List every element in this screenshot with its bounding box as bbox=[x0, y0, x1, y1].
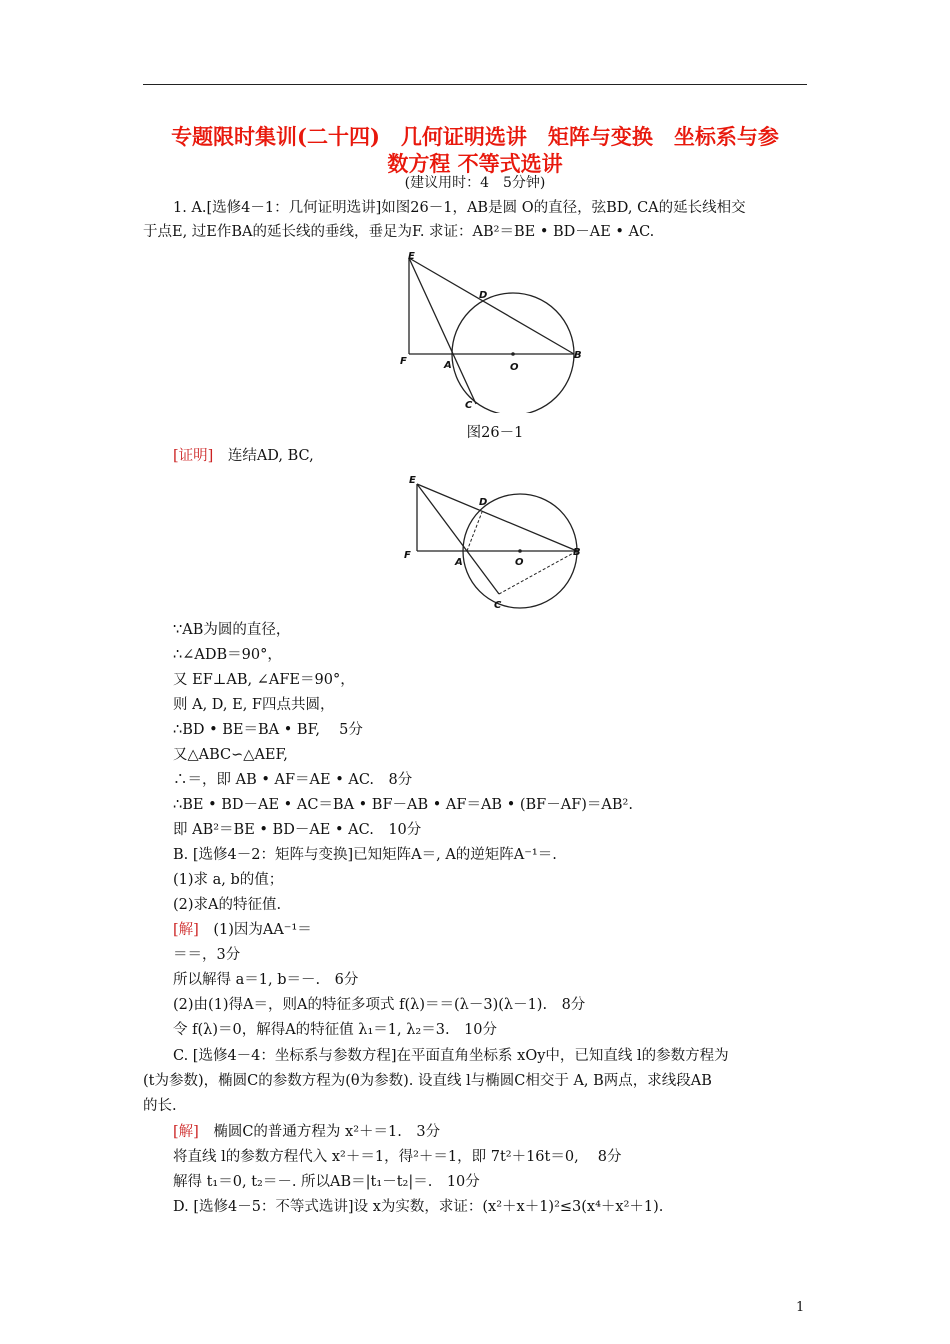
solution-b-step: (2)由(1)得A＝，则A的特征多项式 f(λ)＝＝(λ－3)(λ－1). 8分 bbox=[173, 997, 586, 1013]
problem-a-line2: 于点E, 过E作BA的延长线的垂线，垂足为F. 求证：AB²＝BE • BD－AE • AC. bbox=[143, 224, 655, 240]
solution-b-step: 令 f(λ)＝0，解得A的特征值 λ₁＝1, λ₂＝3. 10分 bbox=[173, 1022, 498, 1038]
segment-ad-dashed bbox=[467, 512, 482, 551]
figure-proof bbox=[395, 470, 595, 610]
page-number: 1 bbox=[796, 1300, 805, 1315]
proof-step: ∴∠ADB＝90°， bbox=[173, 647, 282, 663]
solution-b-step: 所以解得 a＝1, b＝－. 6分 bbox=[173, 972, 359, 988]
solution-b-header bbox=[173, 920, 312, 940]
proof-tag: [证明] bbox=[173, 448, 214, 464]
problem-c-line2: (t为参数)，椭圆C的参数方程为(θ为参数). 设直线 l与椭圆C相交于 A, B两点，求线段AB bbox=[143, 1073, 712, 1089]
problem-b-line1: B. [选修4－2：矩阵与变换]已知矩阵A＝, A的逆矩阵A⁻¹＝. bbox=[173, 847, 557, 863]
solution-c-header bbox=[173, 1122, 440, 1142]
label-f: F bbox=[400, 356, 407, 367]
segment-eb-proof bbox=[417, 484, 577, 551]
proof-step: 又 EF⊥AB, ∠AFE＝90°， bbox=[173, 672, 355, 688]
problem-a-line1: 1. A.[选修4－1：几何证明选讲]如图26－1，AB是圆 O的直径，弦BD, CA的延长线相交 bbox=[173, 200, 746, 216]
label-e: E bbox=[408, 251, 415, 262]
proof-intro: 连结AD, BC, bbox=[213, 448, 314, 464]
proof-step: 则 A, D, E, F四点共圆， bbox=[173, 697, 335, 713]
problem-b-q1: (1)求 a, b的值； bbox=[173, 872, 284, 888]
proof-a-header bbox=[173, 446, 314, 466]
solution-tag: [解] bbox=[173, 922, 199, 938]
suggested-time: (建议用时：4 5分钟) bbox=[404, 175, 546, 191]
label-f-proof: F bbox=[404, 550, 411, 561]
label-a: A bbox=[444, 360, 452, 371]
proof-step: ∴BD • BE＝BA • BF, 5分 bbox=[173, 722, 363, 738]
label-a-proof: A bbox=[455, 557, 463, 568]
label-b: B bbox=[574, 350, 582, 361]
segment-bc-dashed bbox=[499, 551, 577, 594]
proof-step: ∴＝，即 AB • AF＝AE • AC. 8分 bbox=[173, 772, 413, 788]
problem-d-line1: D. [选修4－5：不等式选讲]设 x为实数，求证：(x²＋x＋1)²≤3(x⁴＋x²＋1). bbox=[173, 1199, 664, 1215]
solution-tag: [解] bbox=[173, 1124, 199, 1140]
label-o-proof: O bbox=[515, 557, 524, 568]
center-point-o-proof bbox=[518, 549, 522, 553]
label-o: O bbox=[510, 362, 519, 373]
proof-step: ∵AB为圆的直径， bbox=[173, 622, 291, 638]
label-e-proof: E bbox=[409, 475, 416, 486]
solution-b-step: ＝＝，3分 bbox=[173, 947, 241, 963]
proof-step: ∴BE • BD－AE • AC＝BA • BF－AB • AF＝AB • (BF－AF)＝AB². bbox=[173, 797, 633, 813]
label-c-proof: C bbox=[494, 600, 502, 610]
page-title-line1: 专题限时集训(二十四) 几何证明选讲 矩阵与变换 坐标系与参 bbox=[171, 124, 779, 149]
solution-c-step: 将直线 l的参数方程代入 x²＋＝1，得²＋＝1，即 7t²＋16t＝0, 8分 bbox=[173, 1149, 622, 1165]
header-rule bbox=[143, 84, 807, 85]
solution-b-step: (1)因为AA⁻¹＝ bbox=[198, 922, 312, 938]
label-d-proof: D bbox=[479, 497, 488, 508]
page-title-line2: 数方程 不等式选讲 bbox=[387, 151, 563, 176]
segment-eb bbox=[409, 258, 574, 354]
proof-step: 又△ABC∽△AEF, bbox=[173, 747, 288, 763]
segment-ec bbox=[409, 258, 476, 404]
figure-26-1 bbox=[395, 248, 595, 413]
problem-c-line3: 的长. bbox=[143, 1098, 177, 1114]
solution-c-step: 椭圆C的普通方程为 x²＋＝1. 3分 bbox=[198, 1124, 441, 1140]
label-d: D bbox=[479, 290, 488, 301]
label-b-proof: B bbox=[573, 547, 581, 558]
figure-caption: 图26－1 bbox=[466, 425, 524, 441]
proof-step: 即 AB²＝BE • BD－AE • AC. 10分 bbox=[173, 822, 422, 838]
problem-b-q2: (2)求A的特征值. bbox=[173, 897, 282, 913]
solution-c-step: 解得 t₁＝0, t₂＝－. 所以AB＝|t₁－t₂|＝. 10分 bbox=[173, 1174, 480, 1190]
center-point-o bbox=[511, 352, 515, 356]
label-c: C bbox=[465, 400, 473, 411]
problem-c-line1: C. [选修4－4：坐标系与参数方程]在平面直角坐标系 xOy中，已知直线 l的参数方程为 bbox=[173, 1048, 729, 1064]
